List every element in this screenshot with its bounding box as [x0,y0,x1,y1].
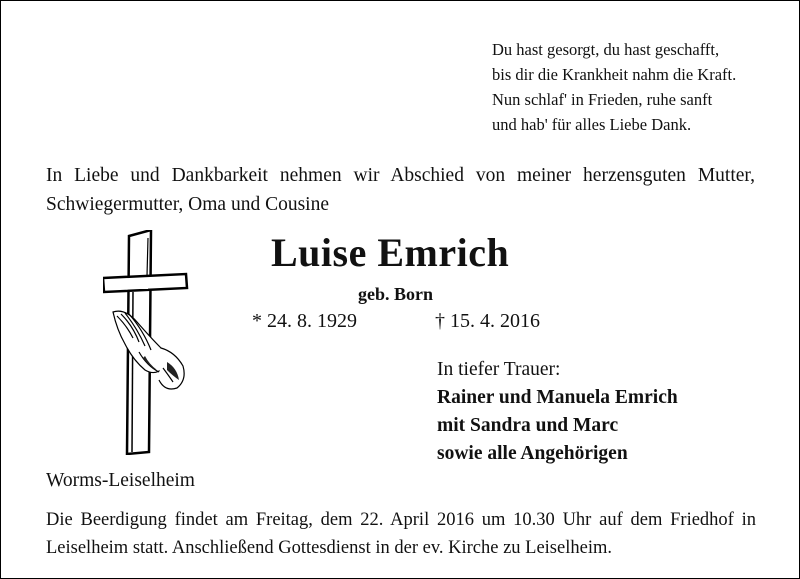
poem-line: Nun schlaf' in Frieden, ruhe sanft [492,90,713,109]
poem-line: und hab' für alles Liebe Dank. [492,115,692,134]
maiden-name: geb. Born [358,284,434,304]
place-name: Worms-Leiselheim [46,470,195,491]
mourners-block [437,356,678,468]
poem-line: Du hast gesorgt, du hast geschafft, [492,40,720,59]
funeral-info: Die Beerdigung findet am Freitag, dem 22. April 2016 um 10.30 Uhr auf dem Friedhof in Leiselheim statt. Anschließend Gottesdienst in der ev. Kirche zu Leiselheim. [46,510,756,558]
birth-date: * 24. 8. 1929 [252,310,357,332]
intro-text: In Liebe und Dankbarkeit nehmen wir Abschied von meiner herzensguten Mutter, Schwiegermutter, Oma und Cousine [46,165,755,215]
poem [492,37,736,137]
mourner-line: Rainer und Manuela Emrich [437,387,678,408]
mourner-line: mit Sandra und Marc [437,415,619,436]
deceased-name: Luise Emrich [271,230,510,275]
mourner-line: sowie alle Angehörigen [437,443,628,464]
poem-line: bis dir die Krankheit nahm die Kraft. [492,65,737,84]
mourners-heading: In tiefer Trauer: [437,359,561,380]
death-date: † 15. 4. 2016 [435,310,540,332]
cross-with-praying-hands-icon [103,230,193,460]
